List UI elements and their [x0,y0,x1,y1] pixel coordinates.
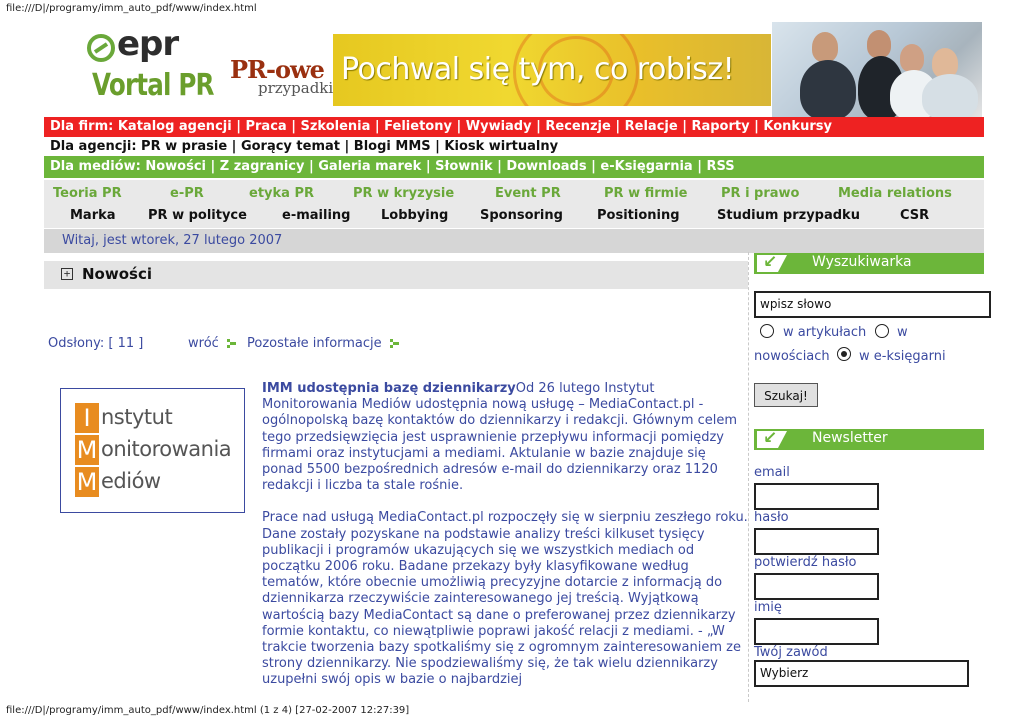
vortal-pr-logo[interactable]: Vortal PR [92,68,214,103]
imm-word: ediów [101,469,161,493]
epr-swirl-icon [87,34,115,62]
przypadki-text: przypadki [258,79,334,97]
imm-word: onitorowania [101,437,232,461]
password-field[interactable] [754,528,879,555]
radio-nowosci-label: nowościach [754,349,830,364]
name-label: imię [754,600,782,615]
search-header-label: Wyszukiwarka [812,254,912,270]
nav-marka[interactable]: Marka [70,208,116,223]
nav-pr-w-firmie[interactable]: PR w firmie [604,186,688,201]
back-link-label[interactable]: wróć [188,336,219,351]
menu-agencje-links[interactable]: Dla agencji: PR w prasie | Gorący temat | Blogi MMS | Kiosk wirtualny [50,139,559,154]
radio-e-ksiegarnia[interactable] [837,347,851,361]
newsletter-header [754,429,984,450]
nav-teoria-pr[interactable]: Teoria PR [53,186,122,201]
confirm-password-label: potwierdź hasło [754,555,857,570]
menu-media-links[interactable]: Dla mediów: Nowości | Z zagranicy | Galeria marek | Słownik | Downloads | e-Księgarnia | RSS [50,159,735,174]
nav-e-pr[interactable]: e-PR [170,186,204,201]
greeting-bar [44,229,984,253]
views-counter: Odsłony: [ 11 ] [48,336,144,351]
nav-positioning[interactable]: Positioning [597,208,680,223]
radio-nowosci-label-part: w [897,325,908,340]
other-info-label[interactable]: Pozostałe informacje [247,336,382,351]
promo-banner[interactable] [333,34,771,106]
newsletter-header-label: Newsletter [812,430,888,446]
pr-owe-text: PR-owe [230,55,324,84]
confirm-password-field[interactable] [754,573,879,600]
section-header-nowosci [44,261,748,289]
menu-bar-firmy[interactable] [44,117,984,137]
nav-e-mailing[interactable]: e-mailing [282,208,351,223]
banner-slogan: Pochwal się tym, co robisz! [341,52,735,87]
search-input[interactable]: wpisz słowo [754,291,991,318]
search-header [754,253,984,274]
imm-logo [60,388,245,513]
nav-pr-w-kryzysie[interactable]: PR w kryzysie [353,186,455,201]
green-arrow-icon [390,339,399,348]
radio-artykuly-label: w artykułach [783,325,867,340]
topic-nav [44,180,984,228]
epr-logo[interactable] [85,24,225,70]
profession-select[interactable]: Wybierz [754,660,969,687]
imm-letter-box: M [76,436,98,464]
menu-bar-media[interactable] [44,156,984,178]
expand-plus-icon[interactable]: + [61,268,73,280]
password-label: hasło [754,510,789,525]
back-link[interactable] [188,336,236,351]
menu-firmy-links[interactable]: Dla firm: Katalog agencji | Praca | Szkolenia | Felietony | Wywiady | Recenzje | Relacje | Raporty | Konkursy [50,119,832,134]
article-paragraph-1 [262,381,748,494]
nav-pr-w-polityce[interactable]: PR w polityce [148,208,247,223]
nav-pr-i-prawo[interactable]: PR i prawo [721,186,800,201]
radio-artykuly[interactable] [760,324,774,338]
radio-nowosci[interactable] [875,324,889,338]
arrow-down-left-icon [757,255,787,272]
nav-lobbying[interactable]: Lobbying [381,208,449,223]
nav-csr[interactable]: CSR [900,208,930,223]
article-lead: Od 26 lutego Instytut Monitorowania Mediów udostępnia nową usługę – MediaContact.pl - ogólnopolską bazę kontaktów do dziennikarzy i redakcji. Głównym celem tego przedsięwzięcia jest usprawnienie przepływu informacji pomiędzy firmami oraz instytucjami a mediami. Aktulanie w bazie znajduje się ponad 5500 bezpośrednich adresów e-mail do dziennikarzy oraz 1120 redakcji i liczba ta stale rośnie. [262,381,738,494]
imm-letter-box: I [75,403,99,433]
article-title: IMM udostępnia bazę dziennikarzy [262,381,516,396]
other-info-link[interactable] [247,336,399,351]
nav-studium-przypadku[interactable]: Studium przypadku [717,208,860,223]
nav-media-relations[interactable]: Media relations [838,186,952,201]
top-file-path: file:///D|/programy/imm_auto_pdf/www/index.html [6,3,257,14]
arrow-down-left-icon [757,431,787,448]
article-body [262,381,748,705]
profession-label: Twój zawód [754,645,828,660]
imm-word: nstytut [101,405,173,429]
menu-bar-agencje[interactable] [44,137,984,157]
email-label: email [754,465,790,480]
column-divider [748,252,749,702]
email-field[interactable] [754,483,879,510]
green-arrow-icon [227,339,236,348]
nav-sponsoring[interactable]: Sponsoring [480,208,563,223]
search-button[interactable]: Szukaj! [754,383,818,407]
banner-photo [772,22,982,120]
pr-owe-przypadki-logo[interactable] [230,55,334,105]
epr-logo-text: epr [117,24,179,64]
nav-etyka-pr[interactable]: etyka PR [249,186,314,201]
imm-letter-box: M [76,468,98,496]
radio-e-ksiegarnia-label: w e-księgarni [859,349,946,364]
bottom-file-path: file:///D|/programy/imm_auto_pdf/www/index.html (1 z 4) [27-02-2007 12:27:39] [6,705,410,716]
article-paragraph-2: Prace nad usługą MediaContact.pl rozpoczęły się w sierpniu zeszłego roku. Dane zostały pozyskane na podstawie analizy treści kilkuset tysięcy publikacji i programów ukazujących się we wszystkich mediach od początku 2006 roku. Badane przekazy były klasyfikowane według tematów, które obecnie umożliwią precyzyjne dotarcie z informacją do dziennikarza rzeczywiście zainteresowanego jej treścią. Wyjątkową wartością bazy MediaContact są dane o preferowanej przez dziennikarzy formie kontaktu, co niewątpliwie poprawi jakość relacji z mediami. - „W trakcie tworzenia bazy spotkaliśmy się z ogromnym zainteresowaniem ze strony dziennikarzy. Nie spodziewaliśmy się, że tak wielu dziennikarzy uzupełni swój opis w bazie o najbardziej [262,510,748,688]
section-title: Nowości [82,265,152,283]
nav-event-pr[interactable]: Event PR [495,186,561,201]
name-field[interactable] [754,618,879,645]
greeting-text: Witaj, jest wtorek, 27 lutego 2007 [62,233,283,248]
